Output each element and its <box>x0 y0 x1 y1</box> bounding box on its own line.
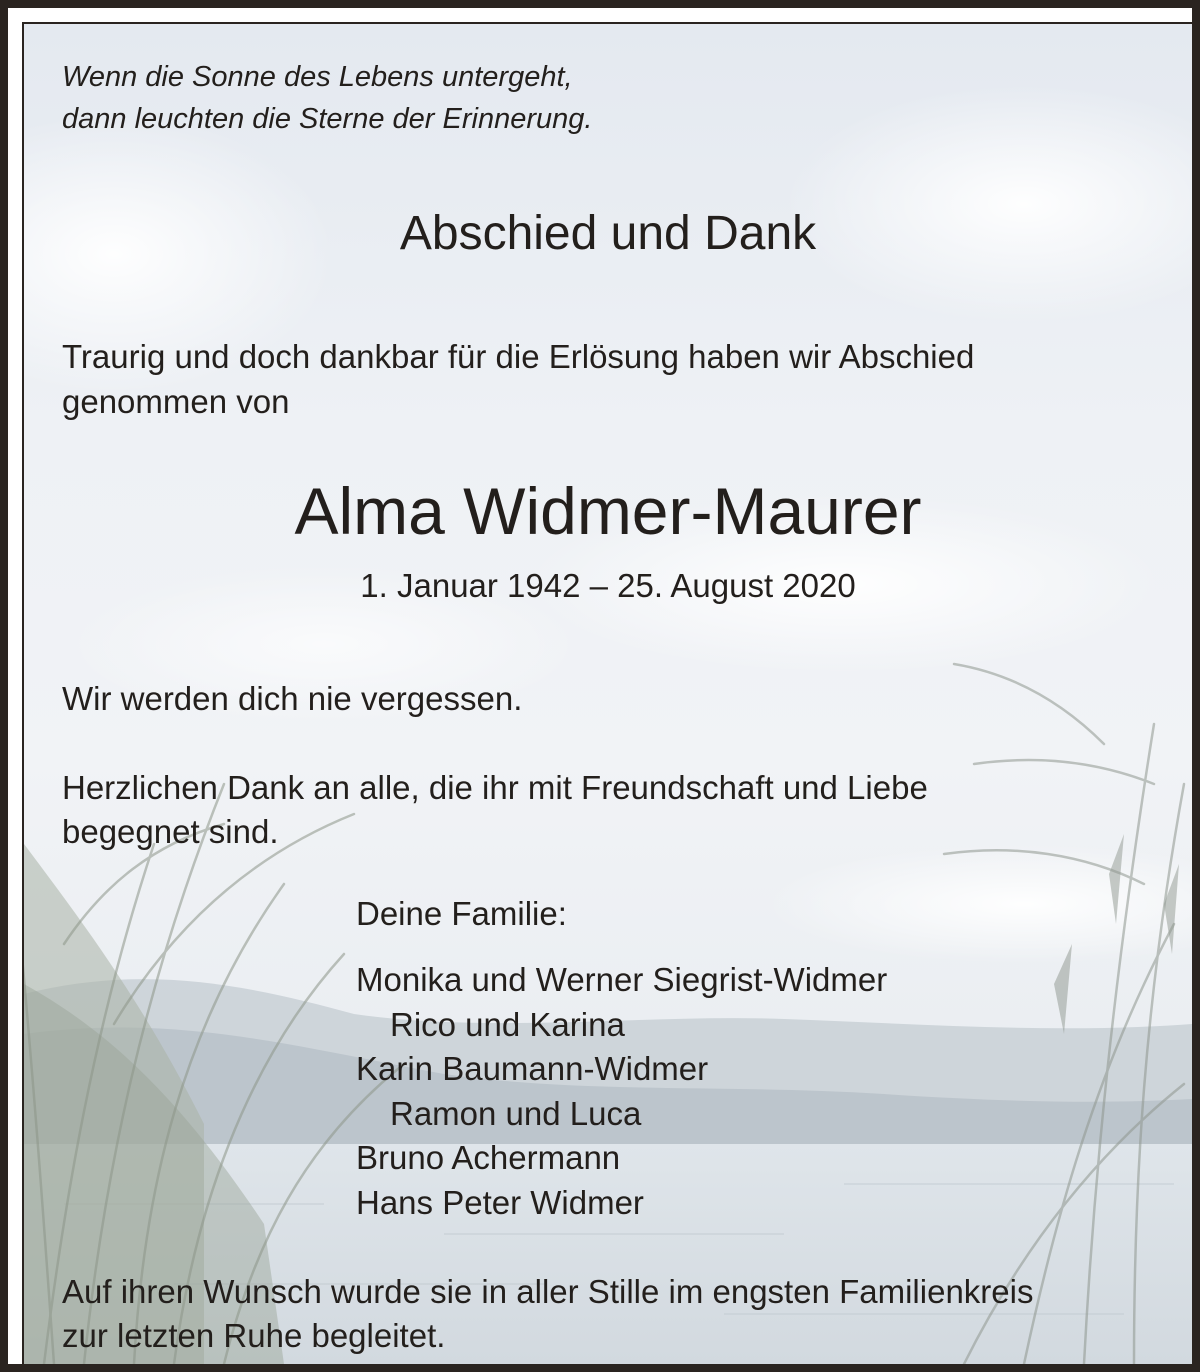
intro-line: genommen von <box>62 383 290 420</box>
family-label: Deine Familie: <box>356 895 567 932</box>
family-member: Karin Baumann-Widmer <box>356 1050 709 1087</box>
family-member: Bruno Achermann <box>356 1139 621 1176</box>
notice-heading: Abschied und Dank <box>399 207 817 260</box>
thanks-text <box>62 766 928 854</box>
notice-inner-frame <box>22 22 1194 1366</box>
closing-line: Auf ihren Wunsch wurde sie in aller Stille im engsten Familienkreis <box>62 1273 1034 1310</box>
thanks-line: Herzlichen Dank an alle, die ihr mit Freundschaft und Liebe <box>62 769 928 806</box>
closing-text <box>62 1270 1033 1358</box>
memorial-motto <box>62 56 592 140</box>
closing-line: zur letzten Ruhe begleitet. <box>62 1317 446 1354</box>
family-member-list <box>356 958 887 1225</box>
remember-text: Wir werden dich nie vergessen. <box>62 680 523 717</box>
family-member: Rico und Karina <box>390 1005 625 1043</box>
life-dates: 1. Januar 1942 – 25. August 2020 <box>360 567 856 604</box>
thanks-line: begegnet sind. <box>62 813 279 850</box>
family-member: Ramon und Luca <box>390 1094 642 1132</box>
intro-line: Traurig und doch dankbar für die Erlösung haben wir Abschied <box>62 338 975 375</box>
family-member: Monika und Werner Siegrist-Widmer <box>356 961 888 998</box>
family-member: Hans Peter Widmer <box>356 1183 644 1221</box>
motto-line: dann leuchten die Sterne der Erinnerung. <box>62 103 593 135</box>
deceased-name: Alma Widmer-Maurer <box>294 474 922 548</box>
motto-line: Wenn die Sonne des Lebens untergeht, <box>62 61 573 93</box>
intro-text <box>62 334 974 424</box>
